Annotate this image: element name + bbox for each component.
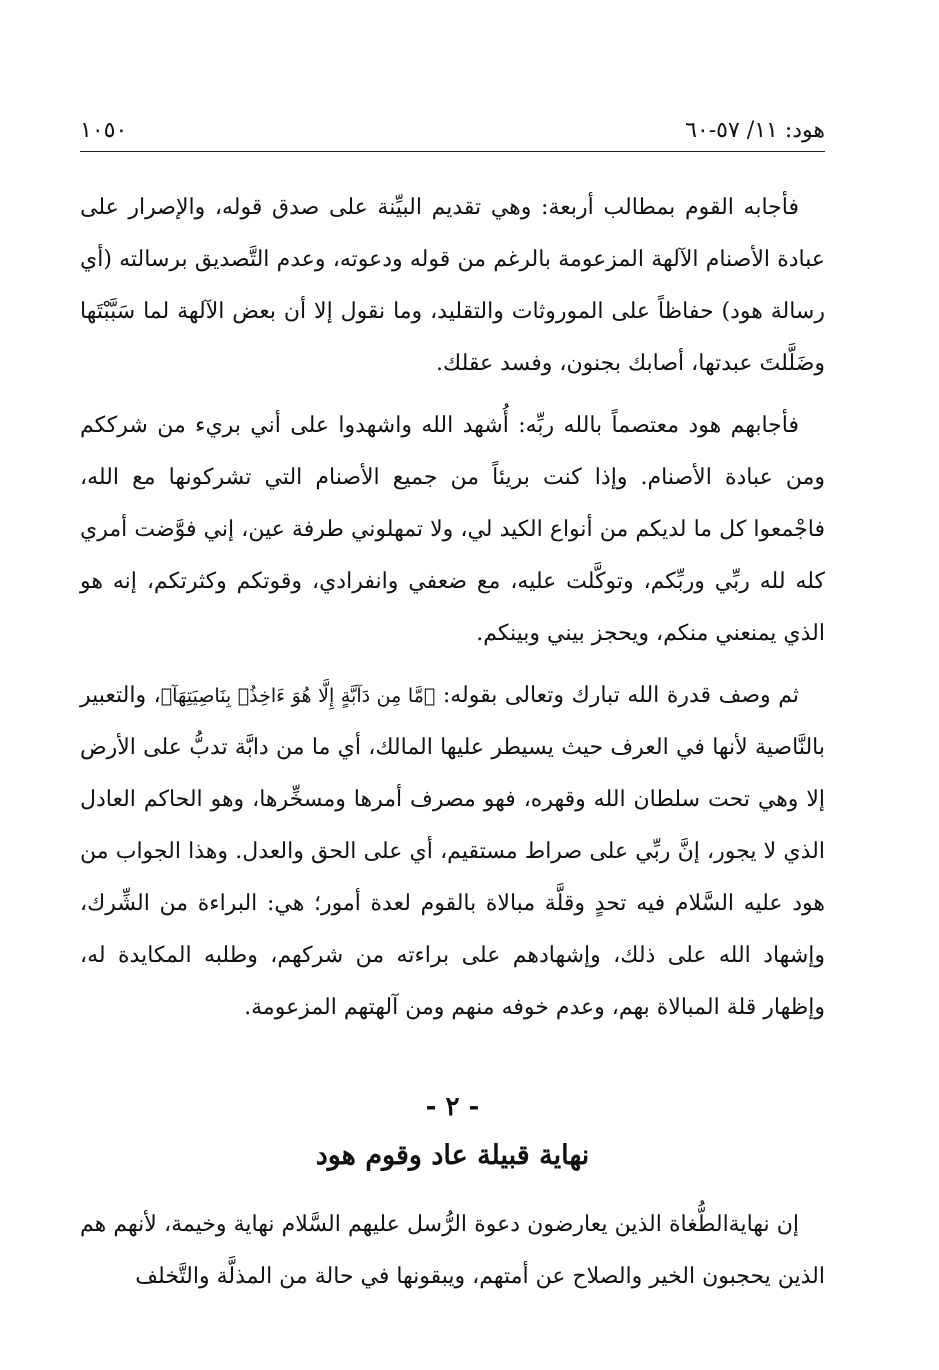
section-number: - ٢ -: [425, 1092, 480, 1122]
quran-verse-quote: ﴿مَّا مِن دَآبَّةٍ إِلَّا هُوَ ءَاخِذُۢ بِنَاصِيَتِهَآ﴾: [160, 685, 436, 707]
chapter-reference: هود: ١١/ ٥٧-٦٠: [685, 118, 825, 143]
section-paragraph-1: إن نهايةالطُّغاة الذين يعارضون دعوة الرُّسل عليهم السَّلام نهاية وخيمة، لأنهم هم الذين يحجبون الخير والصلاح عن أمتهم، ويبقونها في حالة من المذلَّة والتَّخلف: [80, 1212, 825, 1289]
paragraph-2: فأجابهم هود معتصماً بالله ربِّه: أُشهد الله واشهدوا على أني بريء من شرككم ومن عبادة الأصنام. وإذا كنت بريئاً من جميع الأصنام التي تشركونها مع الله، فاجْمعوا كل ما لديكم من أنواع الكيد لي، ولا تمهلوني طرفة عين، إني فوَّضت أمري كله لله ربِّي وربِّكم، وتوكَّلت عليه، مع ضعفي وانفرادي، وقوتكم وكثرتكم، إنه هو الذي يمنعني منكم، ويحجز بيني وبينكم.: [80, 413, 825, 646]
paragraph-3-lead: ثم وصف قدرة الله تبارك وتعالى بقوله:: [435, 683, 799, 708]
section-title: نهاية قبيلة عاد وقوم هود: [315, 1140, 590, 1171]
paragraph-3: [80, 670, 825, 1034]
page-content: [80, 182, 825, 1303]
document-page: [80, 118, 825, 1313]
page-number: ١٠٥٠: [80, 118, 128, 143]
paragraph-3-rest: ، والتعبير بالنَّاصية لأنها في العرف حيث يسيطر عليها المالك، أي ما من دابَّة تدبُّ على الأرض إلا وهي تحت سلطان الله وقهره، فهو مصرف أمرها ومسخِّرها، وهو الحاكم العادل الذي لا يجور، إنَّ ربِّي على صراط مستقيم، أي على الحق والعدل. وهذا الجواب من هود عليه السَّلام فيه تحدٍ وقلَّة مبالاة بالقوم لعدة أمور؛ هي: البراءة من الشِّرك، وإشهاد الله على ذلك، وإشهادهم على براءته من شركهم، وطلبه المكايدة له، وإظهار قلة المبالاة بهم، وعدم خوفه منهم ومن آلهتهم المزعومة.: [80, 683, 825, 1020]
paragraph-1: فأجابه القوم بمطالب أربعة: وهي تقديم البيِّنة على صدق قوله، والإصرار على عبادة الأصنام الآلهة المزعومة بالرغم من قوله ودعوته، وعدم التَّصديق برسالته (أي رسالة هود) حفاظاً على الموروثات والتقليد، وما نقول إلا أن بعض الآلهة لما سَبَّبْتَها وضَلَّلتَ عبدتها، أصابك بجنون، وفسد عقلك.: [80, 195, 825, 376]
running-head: [80, 118, 825, 152]
